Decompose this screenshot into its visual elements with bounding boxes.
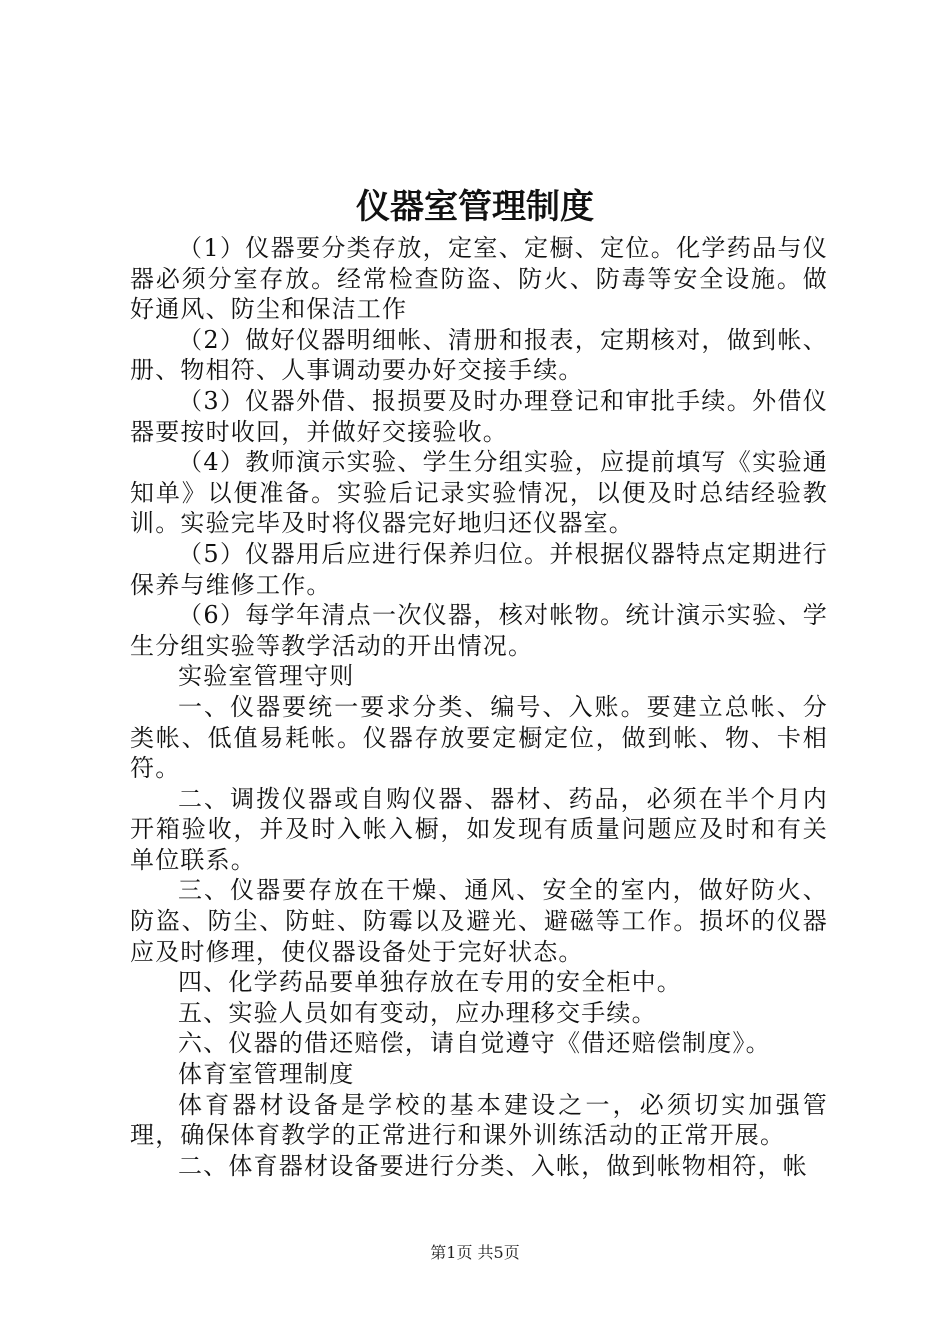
section-heading: 实验室管理守则 (178, 662, 355, 691)
document-title: 仪器室管理制度 (356, 187, 594, 227)
section-heading: 体育室管理制度 (178, 1060, 355, 1089)
paragraph: （5）仪器用后应进行保养归位。并根据仪器特点定期进行保养与维修工作。 (130, 539, 828, 599)
paragraph: （3）仪器外借、报损要及时办理登记和审批手续。外借仪器要按时收回，并做好交接验收。 (130, 386, 828, 446)
paragraph: 三、仪器要存放在干燥、通风、安全的室内，做好防火、防盗、防尘、防蛀、防霉以及避光、避磁等工作。损坏的仪器应及时修理，使仪器设备处于完好状态。 (130, 876, 828, 966)
paragraph: 五、实验人员如有变动，应办理移交手续。 (178, 998, 657, 1027)
paragraph: （1）仪器要分类存放，定室、定橱、定位。化学药品与仪器必须分室存放。经常检查防盗、防火、防毒等安全设施。做好通风、防尘和保洁工作 (130, 234, 828, 324)
paragraph: 二、体育器材设备要进行分类、入帐，做到帐物相符，帐 (178, 1151, 808, 1180)
paragraph: 六、仪器的借还赔偿，请自觉遵守《借还赔偿制度》。 (178, 1029, 771, 1058)
paragraph: 二、调拨仪器或自购仪器、器材、药品，必须在半个月内开箱验收，并及时入帐入橱，如发现有质量问题应及时和有关单位联系。 (130, 784, 828, 874)
paragraph: 四、化学药品要单独存放在专用的安全柜中。 (178, 968, 682, 997)
paragraph: 一、仪器要统一要求分类、编号、入账。要建立总帐、分类帐、低值易耗帐。仪器存放要定橱定位，做到帐、物、卡相符。 (130, 692, 828, 783)
paragraph: （6）每学年清点一次仪器，核对帐物。统计演示实验、学生分组实验等教学活动的开出情况。 (130, 601, 828, 660)
paragraph: （4）教师演示实验、学生分组实验，应提前填写《实验通知单》以便准备。实验后记录实验情况，以便及时总结经验教训。实验完毕及时将仪器完好地归还仪器室。 (130, 448, 828, 538)
paragraph: 体育器材设备是学校的基本建设之一，必须切实加强管理，确保体育教学的正常进行和课外训练活动的正常开展。 (130, 1090, 828, 1150)
page-footer: 第1页 共5页 (430, 1243, 520, 1262)
document-body (130, 233, 828, 1181)
paragraph: （2）做好仪器明细帐、清册和报表，定期核对，做到帐、册、物相符、人事调动要办好交接手续。 (130, 325, 828, 385)
